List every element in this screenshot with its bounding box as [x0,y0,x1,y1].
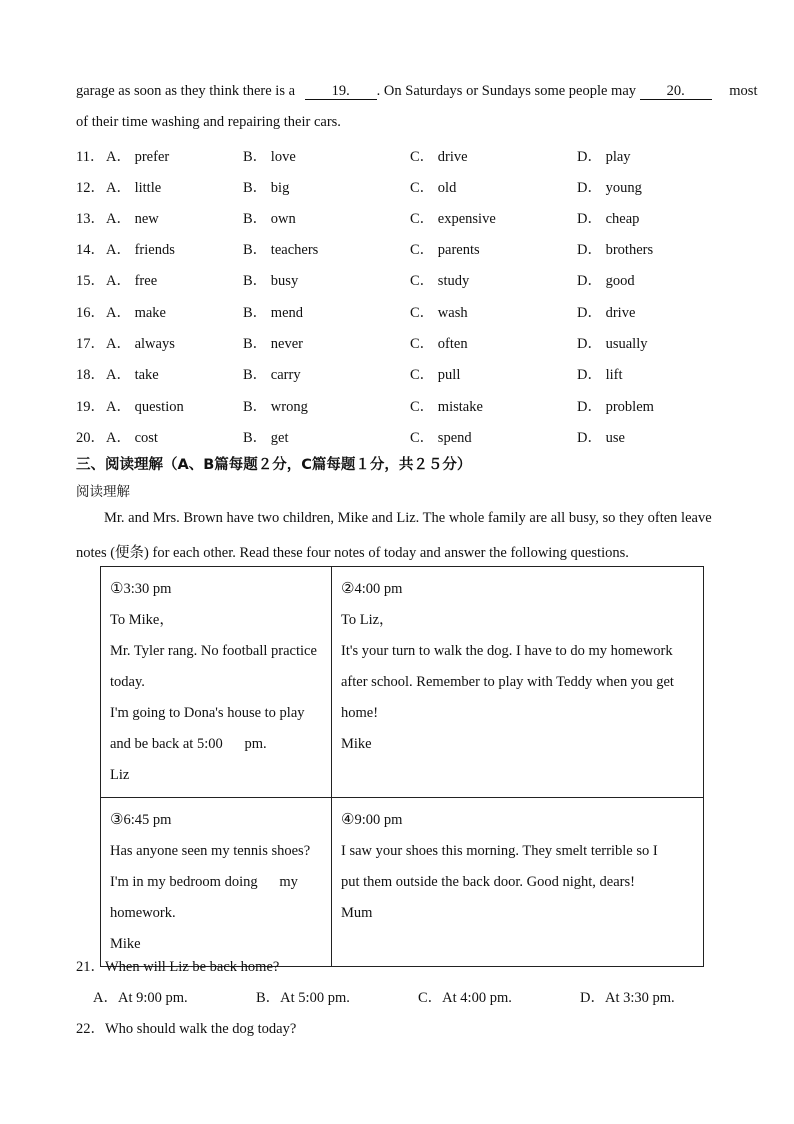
note-header [341,573,695,605]
question-22-stem: 22．Who should walk the dog today? [76,1021,297,1037]
option-a[interactable]: A．At 9:00 pm. [93,990,188,1006]
question-number: 13． [76,211,105,227]
option-b[interactable]: B． wrong [243,399,308,415]
note-signature: Mike [110,936,141,952]
note-header [341,804,695,836]
circled-number: ④ [341,810,355,828]
passage-line-1 [76,83,757,100]
question-row [76,176,756,196]
passage-line-2 [76,114,341,131]
section-title: 三、阅读理解（A、B篇每题２分，C篇每题１分，共２５分） [76,457,472,473]
question-row [76,269,756,289]
option-b[interactable]: B． mend [243,305,304,321]
section-subtitle: 阅读理解 [76,484,130,500]
option-c[interactable]: C． wash [410,305,468,321]
intro-line-1: Mr. and Mrs. Brown have two children, Mike and Liz. The whole family are all busy, so they often leave [104,510,712,526]
note-4 [332,798,704,967]
note-line: today. [110,674,145,690]
option-b[interactable]: B． never [243,336,303,352]
option-b[interactable]: B． teachers [243,242,319,258]
circled-number: ② [341,579,355,597]
option-b[interactable]: B． busy [243,273,299,289]
option-d[interactable]: D． cheap [577,211,640,227]
note-line: I'm in my bedroom doing my [110,874,298,890]
question-row [76,332,756,352]
question-row [76,395,756,415]
option-a[interactable]: A． prefer [106,149,170,165]
question-number: 18． [76,367,105,383]
note-line: and be back at 5:00 pm. [110,736,267,752]
option-a[interactable]: A． cost [106,430,158,446]
circled-number: ① [110,579,124,597]
note-line: To Mike， [110,612,174,628]
option-c[interactable]: C． parents [410,242,480,258]
option-a[interactable]: A． take [106,367,159,383]
note-line: Mr. Tyler rang. No football practice [110,643,317,659]
notes-table [100,566,704,967]
option-d[interactable]: D． lift [577,367,623,383]
option-d[interactable]: D． drive [577,305,636,321]
note-1 [101,567,332,798]
question-row [76,426,756,446]
notes-row [101,567,704,798]
option-c[interactable]: C．At 4:00 pm. [418,990,512,1006]
question-number: 17． [76,336,105,352]
question-row [76,363,756,383]
question-number: 14． [76,242,105,258]
question-row [76,145,756,165]
option-b[interactable]: B． get [243,430,289,446]
passage-text: of their time washing and repairing their cars. [76,114,341,130]
option-b[interactable]: B． big [243,180,290,196]
option-c[interactable]: C． old [410,180,457,196]
note-signature: Mike [341,736,372,752]
question-number: 12． [76,180,105,196]
note-line: Has anyone seen my tennis shoes? [110,843,311,859]
blank-20: 20. [640,83,712,100]
option-c[interactable]: C． pull [410,367,461,383]
circled-number: ③ [110,810,124,828]
option-a[interactable]: A． new [106,211,159,227]
blank-19: 19. [305,83,377,100]
option-b[interactable]: B． carry [243,367,301,383]
option-d[interactable]: D． brothers [577,242,654,258]
question-21-options [76,986,756,1006]
option-c[interactable]: C． mistake [410,399,483,415]
note-header [110,573,323,605]
option-a[interactable]: A． make [106,305,166,321]
option-d[interactable]: D． play [577,149,631,165]
note-header [110,804,323,836]
note-2 [332,567,704,798]
question-number: 15． [76,273,105,289]
option-a[interactable]: A． free [106,273,158,289]
option-d[interactable]: D．At 3:30 pm. [580,990,675,1006]
note-line: home! [341,705,379,721]
passage-text: most [729,83,758,99]
note-line: after school. Remember to play with Teddy when you get [341,674,674,690]
note-line: It's your turn to walk the dog. I have to do my homework [341,643,673,659]
option-c[interactable]: C． drive [410,149,468,165]
note-3 [101,798,332,967]
option-c[interactable]: C． expensive [410,211,496,227]
option-d[interactable]: D． use [577,430,625,446]
question-row [76,301,756,321]
option-b[interactable]: B．At 5:00 pm. [256,990,350,1006]
note-time: 6:45 pm [123,812,172,828]
option-d[interactable]: D． young [577,180,642,196]
option-b[interactable]: B． love [243,149,296,165]
option-a[interactable]: A． little [106,180,162,196]
passage-text: . On Saturdays or Sundays some people may [376,83,637,99]
note-time: 3:30 pm [123,581,172,597]
option-c[interactable]: C． study [410,273,470,289]
question-21-stem: 21．When will Liz be back home? [76,959,280,975]
option-a[interactable]: A． always [106,336,175,352]
passage-text: garage as soon as they think there is a [76,83,296,99]
notes-row [101,798,704,967]
note-signature: Liz [110,767,130,783]
question-row [76,207,756,227]
option-d[interactable]: D． usually [577,336,648,352]
note-line: I saw your shoes this morning. They smelt terrible so I [341,843,658,859]
question-number: 19． [76,399,105,415]
option-c[interactable]: C． spend [410,430,472,446]
option-b[interactable]: B． own [243,211,296,227]
option-d[interactable]: D． good [577,273,635,289]
option-a[interactable]: A． question [106,399,184,415]
note-time: 9:00 pm [354,812,403,828]
question-number: 11． [76,149,105,165]
option-a[interactable]: A． friends [106,242,175,258]
note-signature: Mum [341,905,373,921]
note-line: homework. [110,905,176,921]
note-time: 4:00 pm [354,581,403,597]
question-number: 20． [76,430,105,446]
question-row [76,238,756,258]
note-line: To Liz， [341,612,394,628]
note-line: I'm going to Dona's house to play [110,705,305,721]
option-c[interactable]: C． often [410,336,468,352]
question-number: 16． [76,305,105,321]
option-d[interactable]: D． problem [577,399,654,415]
intro-line-2: notes (便条) for each other. Read these four notes of today and answer the following questions. [76,545,629,561]
note-line: put them outside the back door. Good night, dears! [341,874,635,890]
